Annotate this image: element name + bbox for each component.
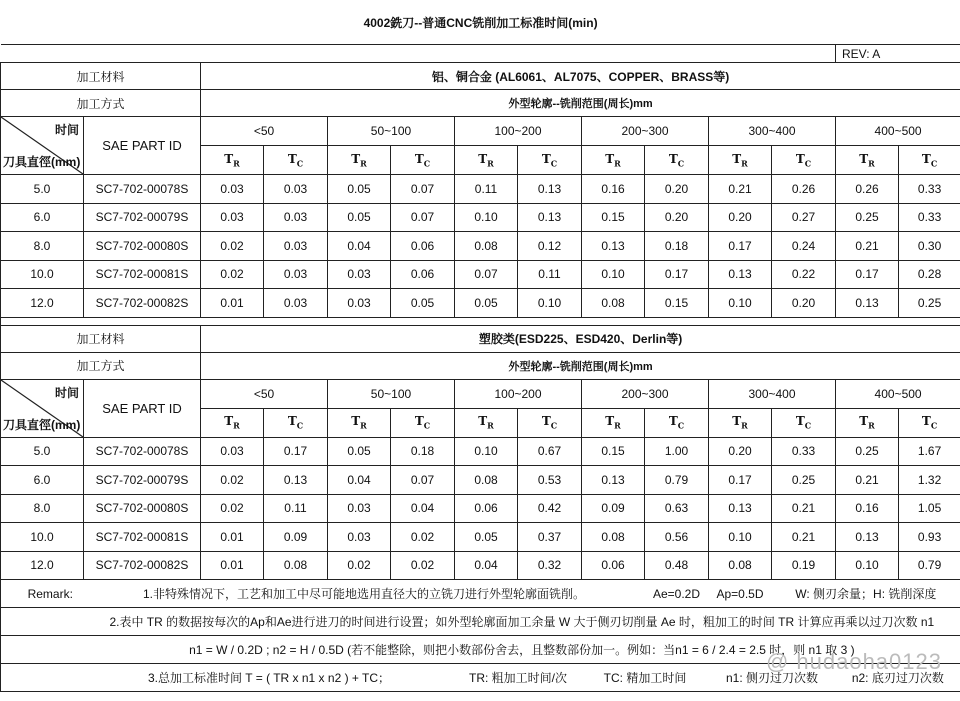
remark-ap: Ap=0.5D [709, 580, 772, 608]
part-id-cell: SC7-702-00081S [84, 260, 201, 289]
part-id-cell: SC7-702-00078S [84, 437, 201, 466]
tr-symbol: T [224, 414, 234, 429]
diameter-cell: 10.0 [1, 260, 84, 289]
table-row [1, 523, 960, 552]
range-header: 50~100 [328, 117, 455, 146]
tr-subheader [328, 146, 391, 175]
time-value-cell: 1.32 [899, 466, 960, 495]
time-value-cell: 0.06 [391, 232, 455, 261]
time-value-cell: 0.30 [899, 232, 960, 261]
tr-subscript: R [233, 420, 240, 431]
tr-subscript: R [868, 420, 875, 431]
time-value-cell: 0.01 [201, 523, 264, 552]
tr-subheader [201, 408, 264, 437]
tr-subscript: R [868, 158, 875, 169]
time-value-cell: 0.11 [455, 175, 518, 204]
remark-indent [1, 608, 84, 636]
tc-subheader [899, 146, 960, 175]
time-value-cell: 0.42 [518, 494, 582, 523]
tc-subscript: C [930, 158, 938, 169]
range-header: 300~400 [709, 117, 836, 146]
time-value-cell: 0.04 [328, 232, 391, 261]
time-value-cell: 0.17 [709, 466, 772, 495]
tc-subheader [391, 146, 455, 175]
time-value-cell: 0.09 [264, 523, 328, 552]
time-value-cell: 0.03 [201, 175, 264, 204]
time-value-cell: 0.17 [709, 232, 772, 261]
tc-symbol: T [541, 151, 551, 166]
time-value-cell: 0.21 [772, 523, 836, 552]
time-value-cell: 0.06 [455, 494, 518, 523]
time-value-cell: 0.33 [772, 437, 836, 466]
time-value-cell: 1.05 [899, 494, 960, 523]
tc-subheader [772, 146, 836, 175]
remark-wh: W: 侧刃余量；H: 铣削深度 [772, 580, 960, 608]
diameter-cell: 6.0 [1, 466, 84, 495]
tr-symbol: T [478, 151, 488, 166]
material-label: 加工材料 [1, 63, 201, 90]
time-value-cell: 0.15 [582, 437, 645, 466]
time-value-cell: 0.13 [836, 523, 899, 552]
tr-symbol: T [605, 414, 615, 429]
tc-symbol: T [287, 414, 297, 429]
tr-subscript: R [487, 420, 494, 431]
time-value-cell: 0.03 [264, 203, 328, 232]
time-value-cell: 0.05 [455, 289, 518, 318]
time-value-cell: 0.13 [582, 232, 645, 261]
time-value-cell: 0.07 [391, 175, 455, 204]
diameter-cell: 8.0 [1, 494, 84, 523]
tr-subscript: R [360, 158, 367, 169]
time-value-cell: 0.02 [328, 551, 391, 580]
range-header: 50~100 [328, 379, 455, 408]
time-value-cell: 0.79 [645, 466, 709, 495]
tc-symbol: T [921, 151, 931, 166]
time-value-cell: 0.16 [836, 494, 899, 523]
table-row [1, 494, 960, 523]
time-value-cell: 0.13 [582, 466, 645, 495]
part-id-cell: SC7-702-00079S [84, 203, 201, 232]
table-row [1, 203, 960, 232]
remark-indent [1, 636, 84, 664]
time-value-cell: 0.03 [201, 203, 264, 232]
tr-subheader [455, 146, 518, 175]
time-value-cell: 0.20 [645, 175, 709, 204]
tc-subscript: C [677, 158, 685, 169]
remark-n1-note: n1: 侧刃过刀次数 [709, 664, 836, 692]
diameter-cell: 12.0 [1, 289, 84, 318]
time-value-cell: 0.10 [709, 523, 772, 552]
time-value-cell: 0.08 [582, 523, 645, 552]
time-value-cell: 0.08 [582, 289, 645, 318]
time-value-cell: 0.63 [645, 494, 709, 523]
sae-part-id-header: SAE PART ID [84, 379, 201, 437]
time-value-cell: 0.20 [709, 203, 772, 232]
tc-subheader [391, 408, 455, 437]
range-header: 200~300 [582, 117, 709, 146]
table-row [1, 437, 960, 466]
watermark: @ hudaoha0123 [765, 649, 942, 674]
remark-tc-note: TC: 精加工时间 [582, 664, 709, 692]
time-value-cell: 0.53 [518, 466, 582, 495]
time-value-cell: 1.00 [645, 437, 709, 466]
time-value-cell: 0.67 [518, 437, 582, 466]
tc-subheader [645, 146, 709, 175]
time-value-cell: 0.05 [391, 289, 455, 318]
tr-symbol: T [859, 151, 869, 166]
tr-subheader [836, 146, 899, 175]
tc-subscript: C [296, 420, 304, 431]
time-value-cell: 0.05 [328, 175, 391, 204]
remark-line-4: 3.总加工标准时间 T = ( TR x n1 x n2 ) + TC； [84, 664, 455, 692]
time-value-cell: 0.37 [518, 523, 582, 552]
diameter-axis-label: 刀具直徑(mm) [3, 155, 81, 169]
time-value-cell: 0.17 [645, 260, 709, 289]
tr-subscript: R [741, 420, 748, 431]
time-value-cell: 0.05 [328, 437, 391, 466]
tc-subheader [518, 408, 582, 437]
time-value-cell: 0.10 [455, 437, 518, 466]
time-value-cell: 0.06 [582, 551, 645, 580]
tc-symbol: T [287, 151, 297, 166]
remark-line-1: 1.非特殊情况下，工艺和加工中尽可能地选用直径大的立铣刀进行外型轮廓面铣削。 [84, 580, 645, 608]
tr-subheader [836, 408, 899, 437]
time-value-cell: 0.15 [645, 289, 709, 318]
time-value-cell: 0.25 [772, 466, 836, 495]
tr-symbol: T [224, 151, 234, 166]
time-value-cell: 0.02 [201, 466, 264, 495]
range-header: 400~500 [836, 379, 960, 408]
time-value-cell: 0.48 [645, 551, 709, 580]
time-value-cell: 0.26 [772, 175, 836, 204]
part-id-cell: SC7-702-00082S [84, 289, 201, 318]
tr-subscript: R [614, 420, 621, 431]
tc-symbol: T [668, 151, 678, 166]
table-row [1, 466, 960, 495]
time-value-cell: 0.18 [391, 437, 455, 466]
time-value-cell: 0.03 [328, 289, 391, 318]
tc-symbol: T [795, 414, 805, 429]
remark-indent [1, 664, 84, 692]
tr-subscript: R [614, 158, 621, 169]
time-value-cell: 0.13 [518, 203, 582, 232]
time-value-cell: 0.27 [772, 203, 836, 232]
tr-subheader [328, 408, 391, 437]
tr-subscript: R [487, 158, 494, 169]
diagonal-header-cell [1, 379, 84, 437]
tc-subscript: C [804, 420, 812, 431]
sae-part-id-header: SAE PART ID [84, 117, 201, 175]
time-axis-label: 时间 [54, 123, 79, 137]
time-value-cell: 0.08 [455, 232, 518, 261]
tr-symbol: T [732, 151, 742, 166]
time-value-cell: 0.20 [772, 289, 836, 318]
time-axis-label: 时间 [54, 385, 79, 400]
time-value-cell: 0.21 [836, 232, 899, 261]
tc-subheader [772, 408, 836, 437]
time-value-cell: 0.13 [264, 466, 328, 495]
time-value-cell: 0.02 [391, 523, 455, 552]
part-id-cell: SC7-702-00080S [84, 494, 201, 523]
part-id-cell: SC7-702-00081S [84, 523, 201, 552]
time-value-cell: 0.07 [455, 260, 518, 289]
time-value-cell: 0.03 [264, 175, 328, 204]
tr-symbol: T [351, 151, 361, 166]
time-value-cell: 0.05 [455, 523, 518, 552]
time-value-cell: 0.25 [836, 203, 899, 232]
time-value-cell: 0.56 [645, 523, 709, 552]
range-header: 100~200 [455, 379, 582, 408]
time-value-cell: 0.02 [201, 232, 264, 261]
time-value-cell: 0.12 [518, 232, 582, 261]
tr-subheader [709, 146, 772, 175]
time-value-cell: 0.05 [328, 203, 391, 232]
time-value-cell: 0.25 [836, 437, 899, 466]
time-value-cell: 0.04 [328, 466, 391, 495]
time-value-cell: 0.93 [899, 523, 960, 552]
time-value-cell: 0.03 [264, 260, 328, 289]
remark-line-2: 2.表中 TR 的数据按每次的Ap和Ae进行进刀的时间进行设置；如外型轮廓面加工余量 W 大于侧刃切削量 Ae 时，粗加工的时间 TR 计算应再乘以过刀次数 n1 [84, 608, 960, 636]
time-value-cell: 0.16 [582, 175, 645, 204]
time-value-cell: 0.33 [899, 175, 960, 204]
time-value-cell: 0.07 [391, 466, 455, 495]
time-value-cell: 0.02 [391, 551, 455, 580]
material-value: 塑胶类(ESD225、ESD420、Derlin等) [201, 325, 960, 352]
diameter-cell: 5.0 [1, 437, 84, 466]
tc-subheader [264, 408, 328, 437]
tr-symbol: T [605, 151, 615, 166]
time-value-cell: 0.10 [518, 289, 582, 318]
time-value-cell: 0.32 [518, 551, 582, 580]
table-row [1, 289, 960, 318]
tr-subscript: R [360, 420, 367, 431]
time-value-cell: 0.07 [391, 203, 455, 232]
time-value-cell: 0.13 [709, 494, 772, 523]
diameter-cell: 8.0 [1, 232, 84, 261]
time-value-cell: 0.08 [709, 551, 772, 580]
diameter-cell: 6.0 [1, 203, 84, 232]
time-value-cell: 0.22 [772, 260, 836, 289]
time-value-cell: 0.03 [264, 289, 328, 318]
diameter-axis-label: 刀具直徑(mm) [3, 417, 81, 432]
time-value-cell: 0.03 [328, 523, 391, 552]
diameter-cell: 12.0 [1, 551, 84, 580]
time-value-cell: 0.08 [264, 551, 328, 580]
time-value-cell: 0.20 [709, 437, 772, 466]
time-value-cell: 0.21 [709, 175, 772, 204]
remark-ae: Ae=0.2D [645, 580, 709, 608]
range-header: <50 [201, 117, 328, 146]
time-value-cell: 0.17 [836, 260, 899, 289]
tr-symbol: T [478, 414, 488, 429]
time-value-cell: 0.10 [455, 203, 518, 232]
remark-n2-note: n2: 底刃过刀次数 [836, 664, 960, 692]
time-value-cell: 0.11 [264, 494, 328, 523]
tc-subheader [264, 146, 328, 175]
tc-subscript: C [550, 158, 558, 169]
tr-subheader [582, 408, 645, 437]
time-value-cell: 1.67 [899, 437, 960, 466]
range-header: 300~400 [709, 379, 836, 408]
table-row [1, 232, 960, 261]
tr-symbol: T [732, 414, 742, 429]
tc-symbol: T [921, 414, 931, 429]
method-label: 加工方式 [1, 90, 201, 117]
time-value-cell: 0.01 [201, 289, 264, 318]
time-value-cell: 0.02 [201, 260, 264, 289]
tc-subscript: C [550, 420, 558, 431]
tc-subscript: C [423, 158, 431, 169]
time-value-cell: 0.03 [328, 260, 391, 289]
time-value-cell: 0.01 [201, 551, 264, 580]
range-header: 100~200 [455, 117, 582, 146]
tr-subheader [582, 146, 645, 175]
part-id-cell: SC7-702-00078S [84, 175, 201, 204]
part-id-cell: SC7-702-00082S [84, 551, 201, 580]
time-value-cell: 0.20 [645, 203, 709, 232]
tc-symbol: T [668, 414, 678, 429]
diameter-cell: 10.0 [1, 523, 84, 552]
time-value-cell: 0.10 [709, 289, 772, 318]
tc-subscript: C [930, 420, 938, 431]
time-value-cell: 0.33 [899, 203, 960, 232]
time-value-cell: 0.08 [455, 466, 518, 495]
time-value-cell: 0.25 [899, 289, 960, 318]
remark-line-3: n1 = W / 0.2D ; n2 = H / 0.5D (若不能整除，则把小数部份舍去，且整数部份加一。例如：当n1 = 6 / 2.4 = 2.5 时，则 n1 取 3 ) [84, 636, 960, 664]
time-value-cell: 0.10 [836, 551, 899, 580]
time-value-cell: 0.03 [201, 437, 264, 466]
tc-subscript: C [804, 158, 812, 169]
tc-subheader [518, 146, 582, 175]
page-title: 4002銑刀--普通CNC铣削加工标准时间(min) [1, 0, 960, 45]
material-value: 铝、铜合金 (AL6061、AL7075、COPPER、BRASS等) [201, 63, 960, 90]
time-value-cell: 0.03 [264, 232, 328, 261]
tc-symbol: T [414, 151, 424, 166]
time-value-cell: 0.13 [709, 260, 772, 289]
time-value-cell: 0.19 [772, 551, 836, 580]
time-value-cell: 0.26 [836, 175, 899, 204]
diagonal-header-cell [1, 117, 84, 175]
material-label: 加工材料 [1, 325, 201, 352]
diameter-cell: 5.0 [1, 175, 84, 204]
time-value-cell: 0.11 [518, 260, 582, 289]
tr-subscript: R [741, 158, 748, 169]
part-id-cell: SC7-702-00080S [84, 232, 201, 261]
method-value: 外型轮廓--铣削范围(周长)mm [201, 90, 960, 117]
tr-symbol: T [351, 414, 361, 429]
time-value-cell: 0.15 [582, 203, 645, 232]
table-row [1, 260, 960, 289]
time-value-cell: 0.03 [328, 494, 391, 523]
tc-subscript: C [423, 420, 431, 431]
tc-subscript: C [677, 420, 685, 431]
time-value-cell: 0.06 [391, 260, 455, 289]
tr-subheader [709, 408, 772, 437]
tc-symbol: T [414, 414, 424, 429]
tc-symbol: T [795, 151, 805, 166]
table-row [1, 175, 960, 204]
table-row [1, 551, 960, 580]
range-header: <50 [201, 379, 328, 408]
part-id-cell: SC7-702-00079S [84, 466, 201, 495]
time-value-cell: 0.21 [836, 466, 899, 495]
time-value-cell: 0.79 [899, 551, 960, 580]
tc-subscript: C [296, 158, 304, 169]
time-value-cell: 0.28 [899, 260, 960, 289]
time-value-cell: 0.18 [645, 232, 709, 261]
tc-subheader [899, 408, 960, 437]
tr-symbol: T [859, 414, 869, 429]
tr-subheader [455, 408, 518, 437]
remark-label: Remark: [1, 580, 84, 608]
time-value-cell: 0.24 [772, 232, 836, 261]
tc-subheader [645, 408, 709, 437]
time-value-cell: 0.04 [391, 494, 455, 523]
tc-symbol: T [541, 414, 551, 429]
range-header: 200~300 [582, 379, 709, 408]
time-value-cell: 0.09 [582, 494, 645, 523]
range-header: 400~500 [836, 117, 960, 146]
remark-tr-note: TR: 粗加工时间/次 [455, 664, 582, 692]
method-label: 加工方式 [1, 352, 201, 379]
tr-subheader [201, 146, 264, 175]
time-value-cell: 0.13 [518, 175, 582, 204]
time-value-cell: 0.04 [455, 551, 518, 580]
revision-label: REV: A [836, 45, 960, 63]
time-value-cell: 0.10 [582, 260, 645, 289]
time-value-cell: 0.02 [201, 494, 264, 523]
time-value-cell: 0.17 [264, 437, 328, 466]
method-value: 外型轮廓--铣削范围(周长)mm [201, 352, 960, 379]
time-value-cell: 0.21 [772, 494, 836, 523]
time-value-cell: 0.13 [836, 289, 899, 318]
tr-subscript: R [233, 158, 240, 169]
